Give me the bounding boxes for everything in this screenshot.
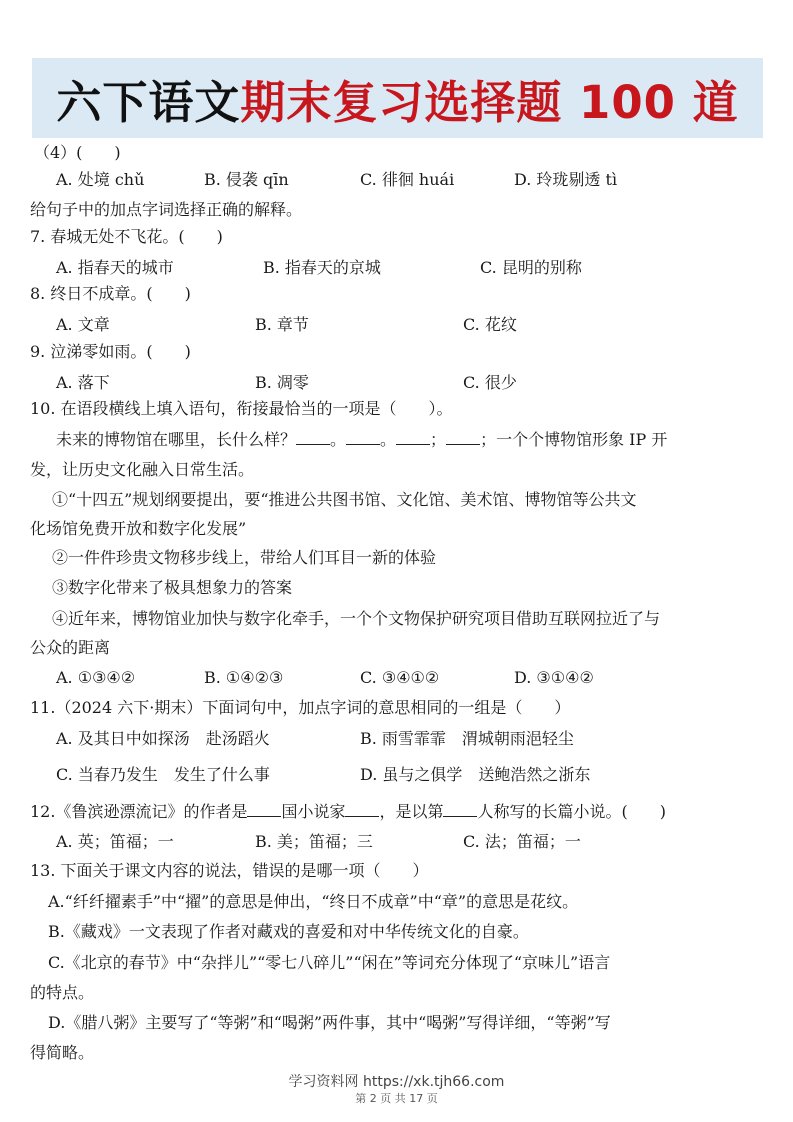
footer-site: 学习资料网 https://xk.tjh66.com (288, 1074, 505, 1090)
q8-option-b: B. 章节 (255, 315, 309, 334)
q4-stem: （4）( ) (34, 143, 121, 162)
q10-sentence-4a: ④近年来，博物馆业加快与数字化牵手，一个个文物保护研究项目借助互联网拉近了与 (52, 609, 661, 628)
q7-option-b: B. 指春天的京城 (263, 258, 381, 277)
blank-3 (396, 430, 430, 445)
blank-country (247, 802, 281, 817)
q10-option-a: A. ①③④② (56, 668, 136, 687)
q9-option-c: C. 很少 (463, 373, 517, 392)
q10-sentence-3: ③数字化带来了极具想象力的答案 (52, 578, 293, 597)
q10-sentence-1a: ①“十四五”规划纲要提出，要“推进公共图书馆、文化馆、美术馆、博物馆等公共文 (52, 490, 637, 509)
blank-2 (346, 430, 380, 445)
q10-passage-line2: 发，让历史文化融入日常生活。 (30, 460, 255, 479)
q9-stem: 9. 泣涕零如雨。( ) (30, 342, 191, 361)
title-banner (32, 58, 763, 138)
q12-option-c: C. 法；笛福；一 (463, 832, 581, 851)
q8-stem: 8. 终日不成章。( ) (30, 284, 191, 303)
q13-option-d1: D.《腊八粥》主要写了“等粥”和“喝粥”两件事，其中“喝粥”写得详细，“等粥”写 (48, 1013, 611, 1032)
q4-option-a: A. 处境 chǔ (56, 170, 145, 189)
q7-option-c: C. 昆明的别称 (480, 258, 582, 277)
q13-stem: 13. 下面关于课文内容的说法，错误的是哪一项（ ） (30, 861, 429, 880)
q12-option-a: A. 英；笛福；一 (56, 832, 174, 851)
q12-stem: 12.《鲁滨逊漂流记》的作者是 国小说家 ，是以第 人称写的长篇小说。( ) (30, 802, 666, 821)
q8-option-a: A. 文章 (56, 315, 110, 334)
q10-option-c: C. ③④①② (360, 668, 440, 687)
q10-sentence-4b: 公众的距离 (30, 638, 111, 657)
q10-passage-line1: 未来的博物馆在哪里，长什么样？ 。 。 ； ；一个个博物馆形象 IP 开 (56, 430, 668, 449)
title-red: 期末复习选择题 100 道 (240, 75, 739, 129)
q10-option-d: D. ③①④② (514, 668, 594, 687)
q11-option-b: B. 雨雪霏霏 渭城朝雨浥轻尘 (360, 729, 574, 748)
q7-stem: 7. 春城无处不飞花。( ) (30, 227, 223, 246)
blank-1 (296, 430, 330, 445)
q10-sentence-1b: 化场馆免费开放和数字化发展” (30, 519, 247, 538)
q13-option-a: A.“纤纤擢素手”中“擢”的意思是伸出，“终日不成章”中“章”的意思是花纹。 (48, 892, 579, 911)
q13-option-c2: 的特点。 (30, 983, 95, 1002)
q10-option-b: B. ①④②③ (204, 668, 284, 687)
q9-option-b: B. 凋零 (255, 373, 309, 392)
instruction: 给句子中的加点字词选择正确的解释。 (30, 200, 303, 219)
q13-option-d2: 得简略。 (30, 1043, 95, 1062)
q10-sentence-2: ②一件件珍贵文物移步线上，带给人们耳目一新的体验 (52, 548, 437, 567)
q12-option-b: B. 美；笛福；三 (255, 832, 373, 851)
q11-option-c: C. 当春乃发生 发生了什么事 (56, 765, 270, 784)
q4-option-c: C. 徘徊 huái (360, 170, 455, 189)
q11-stem: 11.（2024 六下·期末）下面词句中，加点字词的意思相同的一组是（ ） (30, 698, 571, 717)
q13-option-c1: C.《北京的春节》中“杂拌儿”“零七八碎儿”“闲在”等词充分体现了“京味儿”语言 (48, 953, 611, 972)
blank-4 (446, 430, 480, 445)
q10-stem: 10. 在语段横线上填入语句，衔接最恰当的一项是（ ）。 (30, 399, 453, 418)
title-black: 六下语文 (56, 75, 241, 129)
blank-author (345, 802, 379, 817)
blank-person (443, 802, 477, 817)
q9-option-a: A. 落下 (56, 373, 110, 392)
q11-option-a: A. 及其日中如探汤 赴汤蹈火 (56, 729, 270, 748)
q13-option-b: B.《藏戏》一文表现了作者对藏戏的喜爱和对中华传统文化的自豪。 (48, 922, 529, 941)
q4-option-d: D. 玲珑剔透 tì (514, 170, 618, 189)
q11-option-d: D. 虽与之俱学 送鲍浩然之浙东 (360, 765, 591, 784)
q7-option-a: A. 指春天的城市 (56, 258, 174, 277)
footer-page-number: 第 2 页 共 17 页 (355, 1092, 438, 1105)
q8-option-c: C. 花纹 (463, 315, 517, 334)
q4-option-b: B. 侵袭 qīn (204, 170, 289, 189)
